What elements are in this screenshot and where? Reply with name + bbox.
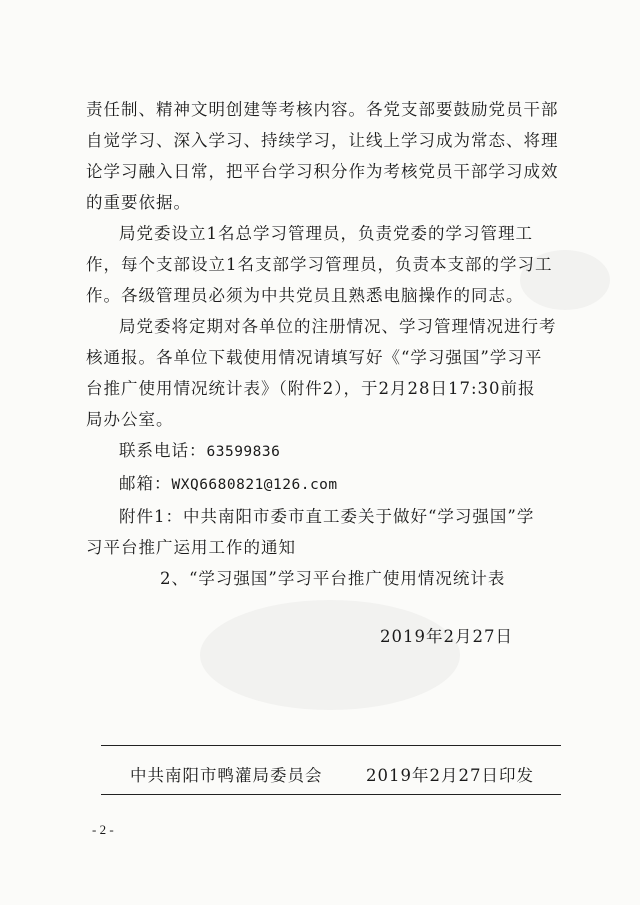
attachment-2 <box>86 563 586 594</box>
phone-label: 联系电话： <box>119 441 207 460</box>
text-line: 台推广使用情况统计表》（附件2），于2月28日17:30前报 <box>86 379 536 398</box>
contact-email <box>86 468 586 501</box>
footer-rule-bottom <box>101 794 561 795</box>
text-line: 局党委将定期对各单位的注册情况、学习管理情况进行考 <box>119 317 557 336</box>
email-label: 邮箱： <box>119 474 172 493</box>
contact-phone <box>86 435 586 468</box>
attachment-line: 附件1：中共南阳市委市直工委关于做好“学习强国”学 <box>119 507 535 526</box>
footer-print-date: 2019年2月27日印发 <box>366 766 534 785</box>
sign-date: 2019年2月27日 <box>380 627 513 646</box>
text-line: 局办公室。 <box>86 410 174 429</box>
paragraph-3 <box>86 311 586 435</box>
text-line: 论学习融入日常，把平台学习积分作为考核党员干部学习成效 <box>86 162 559 181</box>
paragraph-1 <box>86 94 586 218</box>
scan-smudge <box>200 600 460 710</box>
phone-number: 63599836 <box>206 444 281 460</box>
text-line: 作，每个支部设立1名支部学习管理员，负责本支部的学习工 <box>86 255 553 274</box>
email-address: WXQ6680821@126.com <box>171 477 338 493</box>
footer-rule-top <box>101 745 561 746</box>
text-line: 责任制、精神文明创建等考核内容。各党支部要鼓励党员干部 <box>86 100 559 119</box>
text-line: 局党委设立1名总学习管理员，负责党委的学习管理工 <box>119 224 533 243</box>
text-line: 作。各级管理员必须为中共党员且熟悉电脑操作的同志。 <box>86 286 524 305</box>
text-line: 的重要依据。 <box>86 193 191 212</box>
footer-org: 中共南阳市鸭灌局委员会 <box>130 766 323 785</box>
attachment-line: 2、“学习强国”学习平台推广使用情况统计表 <box>160 569 506 588</box>
text-line: 自觉学习、深入学习、持续学习，让线上学习成为常态、将理 <box>86 131 559 150</box>
attachment-line: 习平台推广运用工作的通知 <box>86 538 296 557</box>
text-line: 核通报。各单位下载使用情况请填写好《“学习强国”学习平 <box>86 348 543 367</box>
paragraph-2 <box>86 218 586 311</box>
attachment-1 <box>86 501 586 563</box>
body-text <box>86 94 586 594</box>
page-number: - 2 - <box>92 822 114 837</box>
